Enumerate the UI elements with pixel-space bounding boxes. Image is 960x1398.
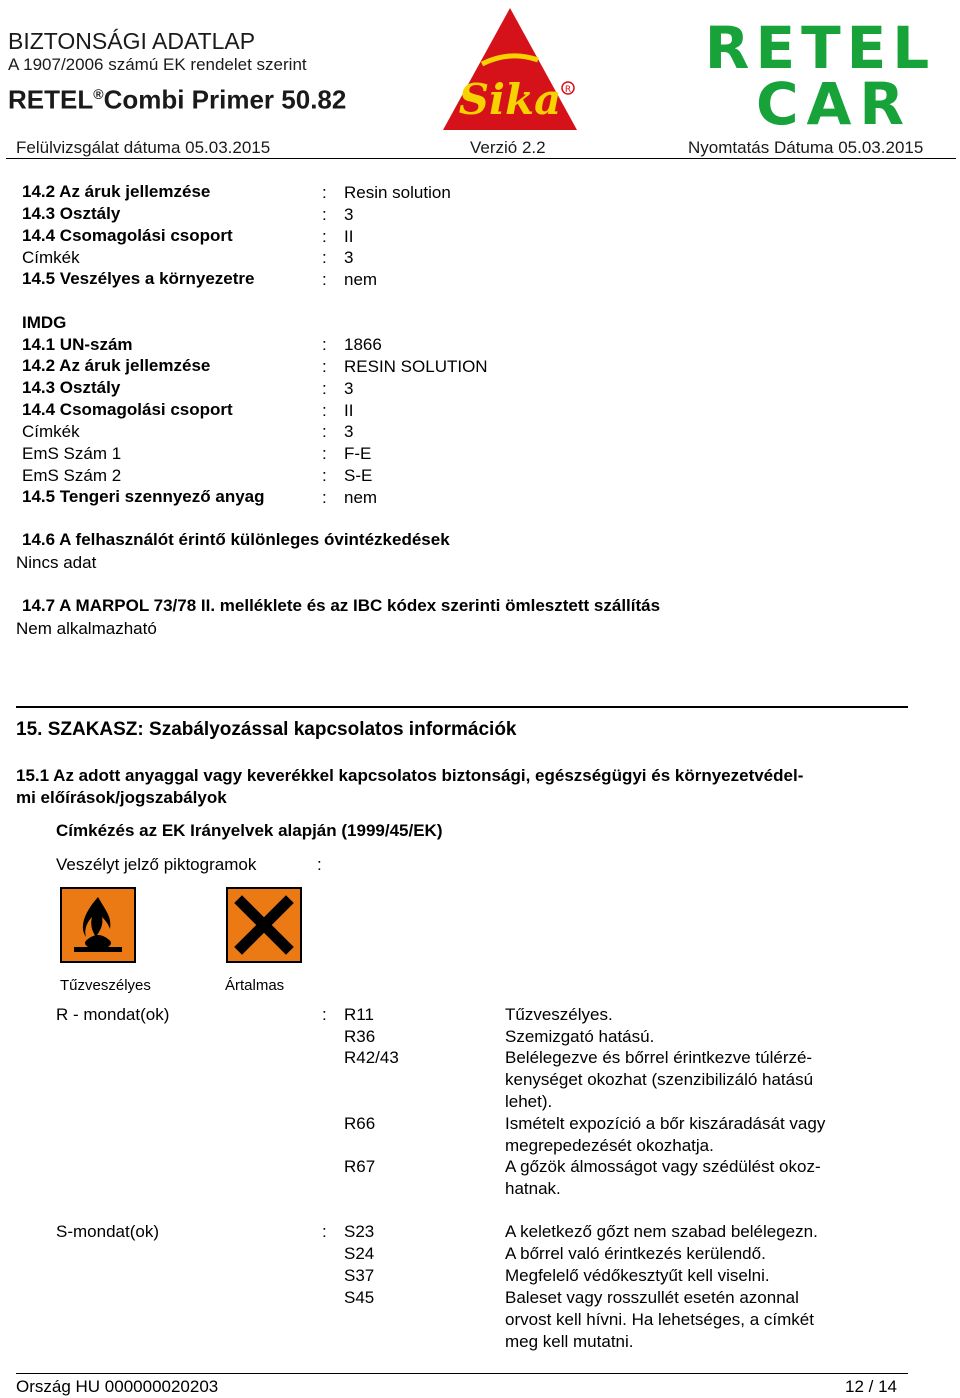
row-colon: : bbox=[322, 270, 327, 289]
document-type: BIZTONSÁGI ADATLAP bbox=[8, 28, 256, 54]
r-text: A gőzök álmosságot vagy szédülést okoz- bbox=[505, 1157, 821, 1176]
imdg-row-value: 3 bbox=[344, 422, 354, 441]
section-14-6-title: 14.6 A felhasználót érintő különleges óvintézkedések bbox=[22, 530, 450, 549]
s-code: S23 bbox=[344, 1222, 375, 1241]
row-colon: : bbox=[322, 335, 327, 354]
product-title bbox=[8, 79, 346, 115]
r-code: R11 bbox=[344, 1005, 374, 1024]
imdg-row-label: 14.2 Az áruk jellemzése bbox=[22, 356, 211, 375]
regulation-line: A 1907/2006 számú EK rendelet szerint bbox=[8, 55, 307, 74]
section-15-1-title-line1: 15.1 Az adott anyaggal vagy keverékkel kapcsolatos biztonsági, egészségügyi és környezetvédel- bbox=[16, 766, 804, 785]
row-colon: : bbox=[322, 466, 327, 485]
registered-mark: ® bbox=[93, 86, 104, 102]
footer-divider bbox=[16, 1373, 908, 1374]
row-colon: : bbox=[322, 1222, 327, 1241]
row-label: 14.4 Csomagolási csoport bbox=[22, 226, 233, 245]
r-text: Ismételt expozíció a bőr kiszáradását vagy bbox=[505, 1114, 826, 1133]
imdg-row-value: RESIN SOLUTION bbox=[344, 357, 488, 376]
imdg-row-value: S-E bbox=[344, 466, 373, 485]
row-value: Resin solution bbox=[344, 183, 451, 202]
row-value: 3 bbox=[344, 248, 354, 267]
imdg-row-value: II bbox=[344, 401, 354, 420]
pictogram-caption: Ártalmas bbox=[225, 977, 285, 994]
row-label: 14.2 Az áruk jellemzése bbox=[22, 182, 211, 201]
svg-text:R: R bbox=[564, 85, 572, 95]
footer-page-number: 12 / 14 bbox=[845, 1377, 897, 1396]
row-colon: : bbox=[322, 379, 327, 398]
row-colon: : bbox=[322, 227, 327, 246]
r-phrases-label: R - mondat(ok) bbox=[56, 1005, 170, 1024]
r-text: kenységet okozhat (szenzibilizáló hatású bbox=[505, 1070, 814, 1089]
section-14-7-title: 14.7 A MARPOL 73/78 II. melléklete és az IBC kódex szerinti ömlesztett szállítás bbox=[22, 596, 661, 615]
imdg-row-label: 14.3 Osztály bbox=[22, 378, 121, 397]
pictogram-caption: Tűzveszélyes bbox=[60, 977, 151, 994]
s-phrases-label: S-mondat(ok) bbox=[56, 1222, 159, 1241]
row-colon: : bbox=[317, 855, 322, 874]
row-colon: : bbox=[322, 488, 327, 507]
imdg-row-label: 14.4 Csomagolási csoport bbox=[22, 400, 233, 419]
header-divider bbox=[6, 158, 956, 159]
product-brand: RETEL bbox=[8, 84, 94, 115]
r-code: R66 bbox=[344, 1114, 376, 1133]
labeling-heading: Címkézés az EK Irányelvek alapján (1999/45/EK) bbox=[56, 821, 443, 840]
cross-icon bbox=[226, 887, 302, 963]
flame-icon bbox=[60, 887, 136, 963]
imdg-row-label: 14.1 UN-szám bbox=[22, 335, 133, 354]
r-code: R42/43 bbox=[344, 1048, 399, 1067]
imdg-row-value: 3 bbox=[344, 379, 354, 398]
s-code: S45 bbox=[344, 1288, 375, 1307]
s-text: Megfelelő védőkesztyűt kell viselni. bbox=[505, 1266, 770, 1285]
s-code: S24 bbox=[344, 1244, 375, 1263]
r-code: R36 bbox=[344, 1027, 376, 1046]
r-text: megrepedezését okozhatja. bbox=[505, 1136, 714, 1155]
row-label: Címkék bbox=[22, 248, 80, 267]
row-colon: : bbox=[322, 444, 327, 463]
s-text: orvost kell hívni. Ha lehetséges, a címkét bbox=[505, 1310, 814, 1329]
s-text: A bőrrel való érintkezés kerülendő. bbox=[505, 1244, 766, 1263]
r-text: Szemizgató hatású. bbox=[505, 1027, 655, 1046]
section-14-7-text: Nem alkalmazható bbox=[16, 619, 157, 638]
row-value: nem bbox=[344, 270, 378, 289]
r-text: hatnak. bbox=[505, 1179, 561, 1198]
s-text: meg kell mutatni. bbox=[505, 1332, 634, 1351]
revision-date: Felülvizsgálat dátuma 05.03.2015 bbox=[16, 138, 271, 157]
row-colon: : bbox=[322, 205, 327, 224]
imdg-row-label: Címkék bbox=[22, 422, 80, 441]
row-colon: : bbox=[322, 401, 327, 420]
row-label: 14.5 Veszélyes a környezetre bbox=[22, 269, 255, 288]
row-value: II bbox=[344, 227, 354, 246]
product-name: Combi Primer 50.82 bbox=[103, 84, 347, 115]
footer-country: Ország HU 000000020203 bbox=[16, 1377, 219, 1396]
r-text: lehet). bbox=[505, 1092, 553, 1111]
row-value: 3 bbox=[344, 205, 354, 224]
row-colon: : bbox=[322, 248, 327, 267]
row-colon: : bbox=[322, 357, 327, 376]
sika-wordmark: Sika bbox=[458, 75, 562, 124]
imdg-row-label: EmS Szám 2 bbox=[22, 466, 122, 485]
row-label: 14.3 Osztály bbox=[22, 204, 121, 223]
pictograms-label: Veszélyt jelző piktogramok bbox=[56, 855, 257, 874]
print-date: Nyomtatás Dátuma 05.03.2015 bbox=[688, 138, 924, 157]
imdg-row-value: F-E bbox=[344, 444, 372, 463]
row-colon: : bbox=[322, 183, 327, 202]
section-15-1-title-line2: mi előírások/jogszabályok bbox=[16, 788, 227, 807]
retel-car-logo bbox=[684, 16, 956, 128]
row-colon: : bbox=[322, 1005, 327, 1024]
s-code: S37 bbox=[344, 1266, 375, 1285]
car-wordmark: CAR bbox=[755, 70, 913, 128]
section-15-title: 15. SZAKASZ: Szabályozással kapcsolatos információk bbox=[16, 719, 517, 740]
imdg-title: IMDG bbox=[22, 313, 67, 332]
retel-wordmark: RETEL bbox=[704, 16, 936, 82]
version: Verzió 2.2 bbox=[470, 138, 546, 157]
sika-logo bbox=[440, 6, 580, 132]
imdg-row-value: 1866 bbox=[344, 335, 382, 354]
imdg-row-label: 14.5 Tengeri szennyező anyag bbox=[22, 487, 265, 506]
section-14-6-text: Nincs adat bbox=[16, 553, 97, 572]
s-text: A keletkező gőzt nem szabad belélegezn. bbox=[505, 1222, 818, 1241]
r-text: Belélegezve és bőrrel érintkezve túlérzé- bbox=[505, 1048, 813, 1067]
r-code: R67 bbox=[344, 1157, 376, 1176]
section-divider bbox=[16, 706, 908, 708]
imdg-row-value: nem bbox=[344, 488, 378, 507]
s-text: Baleset vagy rosszullét esetén azonnal bbox=[505, 1288, 799, 1307]
row-colon: : bbox=[322, 422, 327, 441]
imdg-row-label: EmS Szám 1 bbox=[22, 444, 122, 463]
r-text: Tűzveszélyes. bbox=[505, 1005, 613, 1024]
